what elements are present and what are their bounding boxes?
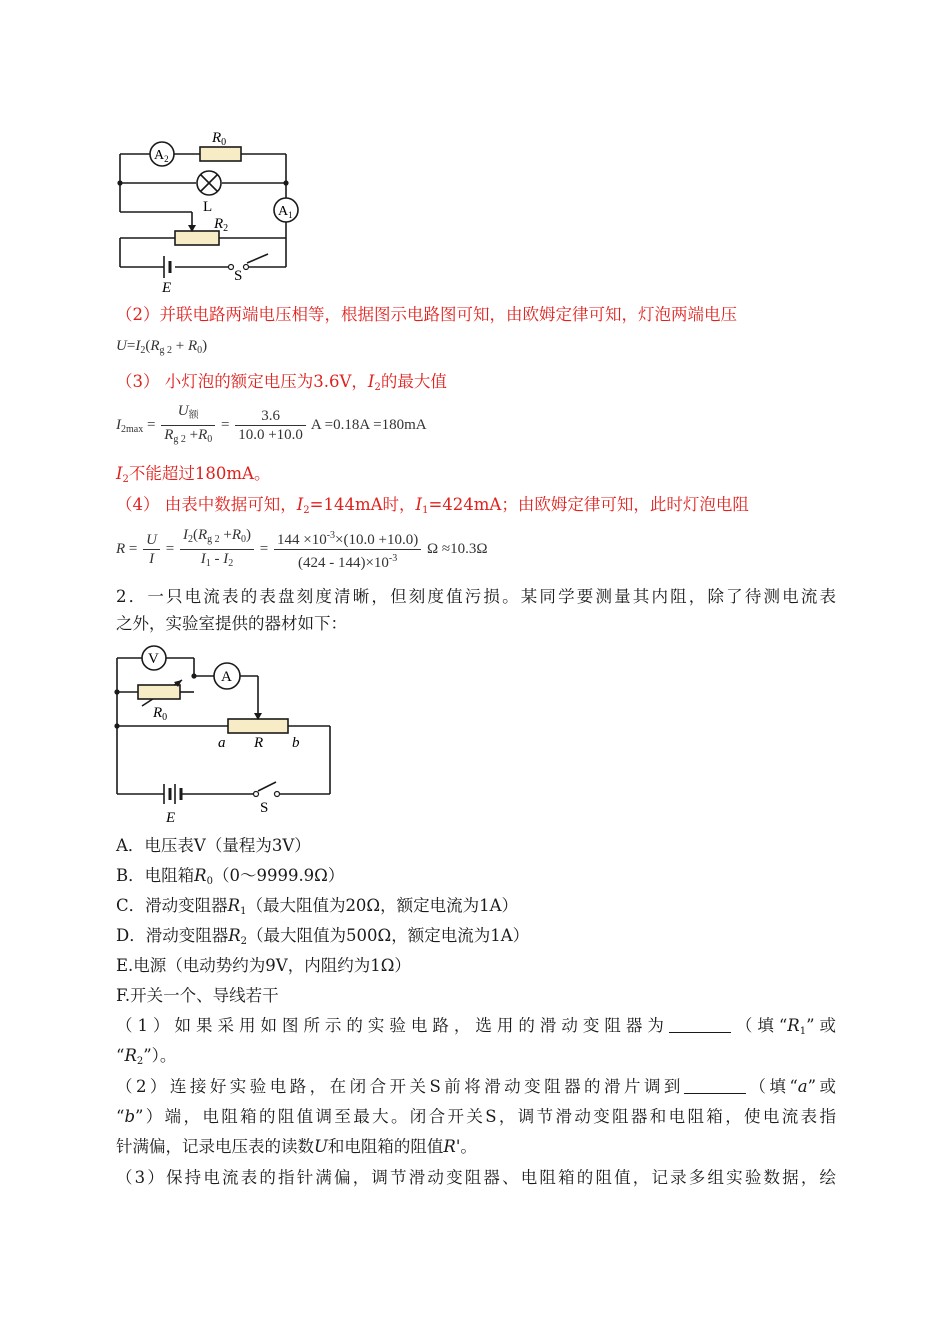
a-end-label: a [218,735,226,751]
switch-contact-icon [275,792,280,797]
voltmeter-label: V [148,651,159,667]
r0-label: $R_0$ [153,705,168,723]
subquestion-2-line2: “b”）端，电阻箱的阻值调至最大。闭合开关S，调节滑动变阻器和电阻箱，使电流表指 [116,1107,836,1126]
question-intro-line2: 之外，实验室提供的器材如下： [116,614,347,633]
a2-label: $A_2$ [154,148,169,164]
switch-contact-icon [254,792,259,797]
subquestion-2-line3: 针满偏，记录电压表的读数U和电阻箱的阻值R'。 [116,1137,477,1156]
subquestion-1-line1: （1）如果采用如图所示的实验电路，选用的滑动变阻器为 （填“$R_1$”或 [116,1016,837,1037]
e-label: E [162,280,172,296]
option-e: E.电源（电动势约为9V，内阻约为1Ω） [116,956,411,975]
lamp-label: L [203,199,213,215]
solution-part3-conclusion: $I_2$不能超过180mA。 [116,464,271,485]
junction-dot [114,723,119,728]
answer-blank-2[interactable] [684,1077,746,1094]
r2-rheostat-icon [175,231,219,245]
resistance-box-icon [138,685,180,699]
a1-label: $A_1$ [278,204,293,220]
solution-part3-text: （3） 小灯泡的额定电压为3.6V，$I_2$的最大值 [116,372,447,393]
s-label: S [234,268,243,284]
subquestion-1-line2: “$R_2$”）。 [116,1046,177,1067]
rheostat-label: R [254,735,264,751]
solution-part4-formula: R = $\frac{U}{I}$ = $\frac{I_2(R_{g 2} +R_0)}{I_1 - I_2}$ = $\frac{144 \times 10^{-3}\times(10.0 +10.0)}{(424 - 144)\times 10^{-3}}$ Ω ≈10.3Ω [116,527,488,571]
e-label: E [166,810,176,826]
junction-dot [283,180,288,185]
b-end-label: b [292,735,300,751]
option-c: C．滑动变阻器$R_1$（最大阻值为20Ω，额定电流为1A） [116,896,519,917]
r2-label: $R_2$ [214,216,229,234]
switch-contact-icon [229,265,234,270]
option-b: B．电阻箱$R_0(0\sim 9999.9\Omega)$ [116,866,345,887]
switch-contact-icon [244,265,249,270]
solution-part3-formula: $I_{2max}$ = $\frac{U_额}{R_{g 2} +R_0}$ = $\frac{3.6}{10.0 +10.0}$ A =0.18A =180mA [116,403,427,445]
ammeter-label: A [221,669,232,685]
lamp-icon [197,171,221,195]
junction-dot [114,689,119,694]
option-f: F.开关一个、导线若干 [116,986,279,1005]
junction-dot [117,180,122,185]
r0-resistor-icon [200,147,241,161]
circuit-diagram-2 [108,640,340,830]
answer-blank-1[interactable] [669,1016,731,1033]
subquestion-2-line1: （2）连接好实验电路，在闭合开关S前将滑动变阻器的滑片调到 （填“a”或 [116,1077,836,1096]
question-intro-line1: 2．一只电流表的表盘刻度清晰，但刻度值污损。某同学要测量其内阻，除了待测电流表 [116,587,836,606]
rheostat-icon [228,719,288,733]
solution-part2-formula: $U=I_2(R_{g 2} + R_0)$ [116,338,208,356]
s-label: S [260,800,269,816]
circuit-diagram-1 [110,122,310,297]
subquestion-3-line1: （3）保持电流表的指针满偏，调节滑动变阻器、电阻箱的阻值，记录多组实验数据，绘 [116,1168,836,1187]
r0-label: $R_0$ [212,130,227,148]
option-a: A．电压表V（量程为3V） [116,836,311,855]
junction-dot [191,673,196,678]
solution-part4-text: （4） 由表中数据可知，$I_2=144mA$时，$I_1=424mA$；由欧姆定律可知，此时灯泡电阻 [116,495,749,516]
option-d: D．滑动变阻器$R_2$（最大阻值为500Ω，额定电流为1A） [116,926,530,947]
solution-part2-text: （2）并联电路两端电压相等，根据图示电路图可知，由欧姆定律可知，灯泡两端电压 [116,305,737,324]
